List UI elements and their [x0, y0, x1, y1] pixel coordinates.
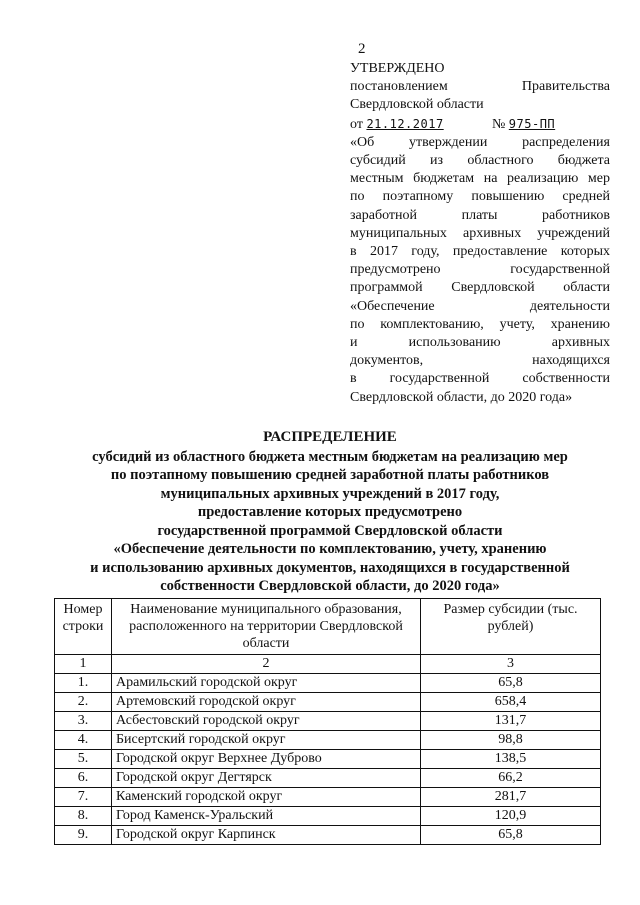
table-row: [55, 712, 601, 731]
title-main: РАСПРЕДЕЛЕНИЕ: [263, 429, 397, 445]
municipality-name: Каменский городской округ: [112, 788, 421, 807]
approval-line-1: [350, 78, 610, 96]
approval-body-line: в 2017 году, предоставление которых: [350, 244, 610, 260]
header-municipality: Наименование муниципального образования, расположенного на территории Свердловской области: [112, 599, 421, 655]
table-row: [55, 693, 601, 712]
table-header-row: [55, 599, 601, 655]
municipality-name: Городской округ Верхнее Дуброво: [112, 750, 421, 769]
subsidy-amount: 131,7: [421, 712, 601, 731]
approval-body-line: в государственной собственности: [350, 371, 610, 387]
approval-number: 975-ПП: [508, 116, 556, 131]
municipality-name: Арамильский городской округ: [112, 674, 421, 693]
title-line: и использованию архивных документов, находящихся в государственной: [90, 559, 570, 576]
subsidy-amount: 658,4: [421, 693, 601, 712]
subsidy-table: [54, 598, 601, 845]
approval-body-line: по комплектованию, учету, хранению: [350, 316, 610, 332]
date-prefix: от: [350, 116, 363, 132]
approval-line-1-right: Правительства: [521, 79, 610, 95]
subsidy-amount: 66,2: [421, 769, 601, 788]
subsidy-amount: 65,8: [421, 674, 601, 693]
column-number: 1: [55, 655, 112, 674]
municipality-name: Артемовский городской округ: [112, 693, 421, 712]
municipality-name: Городской округ Карпинск: [112, 826, 421, 845]
document-title: [60, 428, 600, 596]
approval-line-1-left: постановлением: [350, 79, 448, 95]
table-row: [55, 731, 601, 750]
approval-body-line: субсидий из областного бюджета: [350, 153, 610, 169]
number-prefix: №: [491, 116, 506, 132]
column-number: 2: [112, 655, 421, 674]
row-number: 6.: [55, 769, 112, 788]
approval-body-line: программой Свердловской области: [350, 280, 610, 296]
municipality-name: Городской округ Дегтярск: [112, 769, 421, 788]
title-line: субсидий из областного бюджета местным бюджетам на реализацию мер: [92, 448, 568, 465]
column-number-row: [55, 655, 601, 674]
title-line: «Обеспечение деятельности по комплектованию, учету, хранению: [113, 541, 547, 557]
row-number: 3.: [55, 712, 112, 731]
column-number: 3: [421, 655, 601, 674]
title-line: государственной программой Свердловской области: [157, 522, 503, 539]
title-line: по поэтапному повышению средней заработной платы работников: [110, 467, 550, 483]
row-number: 2.: [55, 693, 112, 712]
table-row: [55, 750, 601, 769]
subsidy-amount: 120,9: [421, 807, 601, 826]
subsidy-amount: 138,5: [421, 750, 601, 769]
approval-body-line: документов, находящихся: [350, 353, 610, 369]
header-row-number: Номер строки: [55, 599, 112, 655]
page-number: 2: [358, 41, 366, 57]
table-row: [55, 788, 601, 807]
table-row: [55, 769, 601, 788]
approval-body-line: Свердловской области, до 2020 года»: [350, 389, 573, 405]
title-line: муниципальных архивных учреждений в 2017 году,: [160, 485, 500, 502]
approval-stamp: [350, 60, 610, 407]
row-number: 8.: [55, 807, 112, 826]
approval-body-line: муниципальных архивных учреждений: [350, 225, 610, 241]
approval-body-line: «Обеспечение деятельности: [350, 298, 610, 314]
header-subsidy-amount: Размер субсидии (тыс. рублей): [421, 599, 601, 655]
subsidy-amount: 65,8: [421, 826, 601, 845]
row-number: 9.: [55, 826, 112, 845]
subsidy-amount: 98,8: [421, 731, 601, 750]
title-line: предоставление которых предусмотрено: [197, 504, 463, 520]
approval-heading: УТВЕРЖДЕНО: [350, 61, 445, 76]
row-number: 7.: [55, 788, 112, 807]
approval-body-line: «Об утверждении распределения: [350, 134, 610, 150]
approval-body-line: и использованию архивных: [350, 335, 610, 351]
table-row: [55, 807, 601, 826]
municipality-name: Город Каменск-Уральский: [112, 807, 421, 826]
approval-body-line: заработной платы работников: [350, 207, 610, 223]
municipality-name: Асбестовский городской округ: [112, 712, 421, 731]
approval-line-2: Свердловской области: [350, 97, 484, 113]
approval-date: 21.12.2017: [366, 116, 444, 131]
approval-body-line: предусмотрено государственной: [350, 262, 610, 278]
title-line: собственности Свердловской области, до 2020 года»: [160, 578, 500, 594]
table-row: [55, 674, 601, 693]
table-row: [55, 826, 601, 845]
subsidy-amount: 281,7: [421, 788, 601, 807]
row-number: 4.: [55, 731, 112, 750]
approval-date-line: [350, 115, 610, 134]
row-number: 5.: [55, 750, 112, 769]
approval-body-line: местным бюджетам на реализацию мер: [350, 171, 610, 187]
row-number: 1.: [55, 674, 112, 693]
municipality-name: Бисертский городской округ: [112, 731, 421, 750]
approval-body-line: по поэтапному повышению средней: [350, 189, 610, 205]
